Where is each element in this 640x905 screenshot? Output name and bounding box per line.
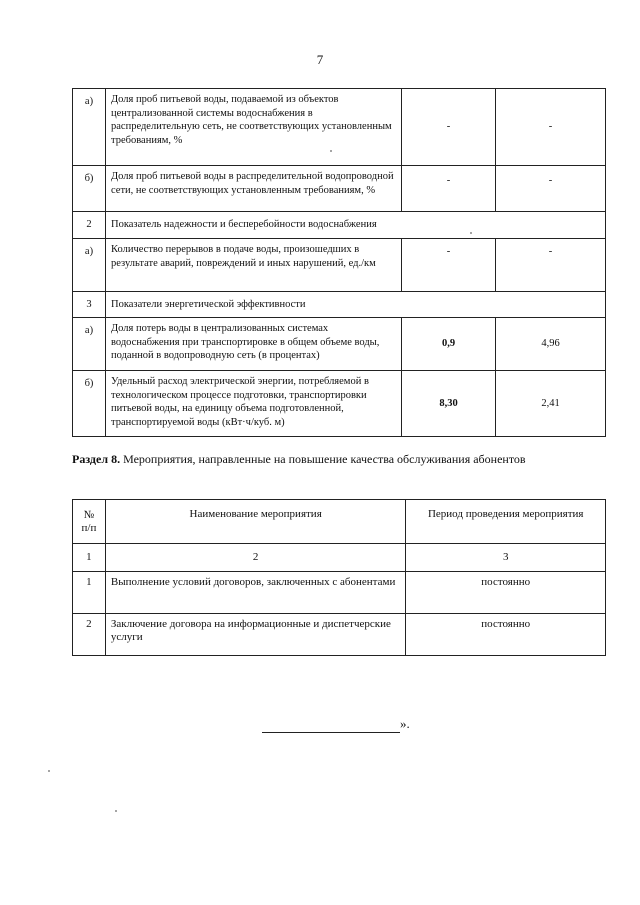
table-index-row xyxy=(73,544,606,572)
index-cell-1: 1 xyxy=(73,544,106,572)
header-measure-name: Наименование мероприятия xyxy=(105,500,406,544)
indicator-value-2: - xyxy=(496,239,606,292)
indicator-value-2: - xyxy=(496,89,606,166)
table-header-row xyxy=(73,500,606,544)
table-row xyxy=(73,166,606,212)
indicator-name: Удельный расход электрической энергии, потребляемой в технологическом процессе подготовки, транспортировки питьевой воды, на единицу объема подготовленной, транспортируемой воды (кВт·ч/куб. м) xyxy=(106,371,402,437)
indicator-value-2: 4,96 xyxy=(496,318,606,371)
signature-line xyxy=(262,720,400,733)
page-number: 7 xyxy=(316,52,324,67)
row-number: а) xyxy=(73,239,106,292)
indicator-value-2: 2,41 xyxy=(496,371,606,437)
measure-period: постоянно xyxy=(406,572,606,614)
indicator-name: Доля потерь воды в централизованных системах водоснабжения при транспортировке в общем объеме воды, поданной в водопроводную сеть (в процентах) xyxy=(106,318,402,371)
indicator-value-1: 8,30 xyxy=(402,371,496,437)
header-period: Период проведения мероприятия xyxy=(406,500,606,544)
indicator-value-1: - xyxy=(402,166,496,212)
row-number: а) xyxy=(73,318,106,371)
section-8-text: Мероприятия, направленные на повышение качества обслуживания абонентов xyxy=(120,452,526,466)
indicator-value-1: - xyxy=(402,239,496,292)
scan-speck xyxy=(48,770,50,772)
section-heading: Показатели энергетической эффективности xyxy=(106,292,606,318)
closing-quote: ». xyxy=(400,716,410,731)
scan-speck xyxy=(470,232,472,234)
measure-period: постоянно xyxy=(406,614,606,656)
row-number: 3 xyxy=(73,292,106,318)
row-number: б) xyxy=(73,166,106,212)
section-heading: Показатель надежности и бесперебойности водоснабжения xyxy=(106,212,606,239)
indicator-name: Доля проб питьевой воды в распределительной водопроводной сети, не соответствующих установленным требованиям, % xyxy=(106,166,402,212)
table-row xyxy=(73,212,606,239)
table-row xyxy=(73,572,606,614)
indicator-name: Доля проб питьевой воды, подаваемой из объектов централизованной системы водоснабжения в распределительную сеть, не соответствующих установленным требованиям, % xyxy=(106,89,402,166)
row-number: а) xyxy=(73,89,106,166)
row-number: 1 xyxy=(73,572,106,614)
table-row xyxy=(73,292,606,318)
indicator-value-2: - xyxy=(496,166,606,212)
row-number: 2 xyxy=(73,614,106,656)
table-row xyxy=(73,239,606,292)
scan-speck xyxy=(115,810,117,812)
table-row xyxy=(73,371,606,437)
measures-table xyxy=(72,499,606,656)
row-number: б) xyxy=(73,371,106,437)
header-number: № п/п xyxy=(73,500,106,544)
section-8-title xyxy=(72,452,606,467)
measure-name: Выполнение условий договоров, заключенных с абонентами xyxy=(105,572,406,614)
row-number: 2 xyxy=(73,212,106,239)
index-cell-3: 3 xyxy=(406,544,606,572)
indicator-name: Количество перерывов в подаче воды, произошедших в результате аварий, повреждений и иных нарушений, ед./км xyxy=(106,239,402,292)
measure-name: Заключение договора на информационные и диспетчерские услуги xyxy=(105,614,406,656)
index-cell-2: 2 xyxy=(105,544,406,572)
indicator-value-1: 0,9 xyxy=(402,318,496,371)
table-row xyxy=(73,614,606,656)
table-row xyxy=(73,89,606,166)
indicators-table xyxy=(72,88,606,437)
section-8-label: Раздел 8. xyxy=(72,452,121,466)
scan-speck xyxy=(330,150,332,152)
table-row xyxy=(73,318,606,371)
indicator-value-1: - xyxy=(402,89,496,166)
